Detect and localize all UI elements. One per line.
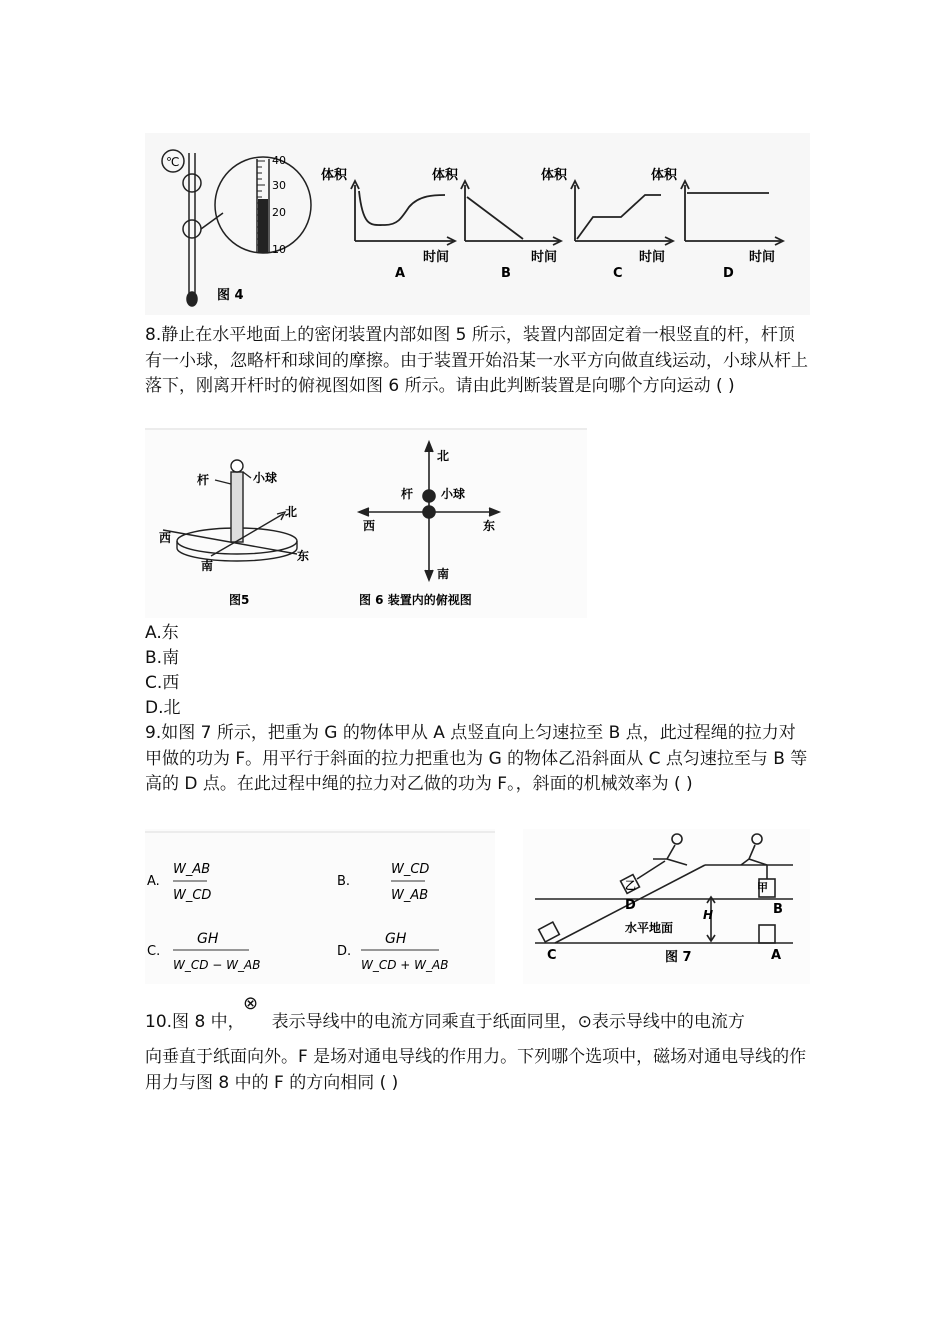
celsius-label: ℃ bbox=[166, 155, 180, 169]
q9-choice-c-den: W_CD − W_AB bbox=[173, 958, 261, 972]
fig5-rod-label: 杆 bbox=[197, 473, 210, 487]
figure-5-caption: 图5 bbox=[229, 593, 250, 607]
scale-tick-40: 40 bbox=[272, 154, 286, 167]
q9-choice-c-label[interactable]: C. bbox=[147, 944, 161, 959]
graph-c-ylabel: 体积 bbox=[541, 168, 568, 183]
figure-4-label: 图 4 bbox=[217, 288, 244, 303]
fig7-point-c: C bbox=[547, 948, 557, 963]
fig5-south-label: 南 bbox=[201, 559, 214, 573]
question-10-line-1: 10.图 8 中， 表示导线中的电流方同乘直于纸面同里，⊙表示导线中的电流方 bbox=[145, 1012, 745, 1032]
q9-choice-a-den: W_CD bbox=[173, 888, 212, 903]
q9-choice-a-label[interactable]: A. bbox=[147, 874, 160, 889]
fig5-north-label: 北 bbox=[285, 505, 298, 519]
graph-d-xlabel: 时间 bbox=[749, 250, 776, 265]
q9-choice-d-den: W_CD + W_AB bbox=[361, 958, 449, 972]
q8-option-b[interactable]: B.南 bbox=[145, 648, 180, 668]
q9-choice-c-num: GH bbox=[197, 931, 219, 947]
q9-choice-d-num: GH bbox=[385, 931, 407, 947]
graph-b-ylabel: 体积 bbox=[432, 168, 459, 183]
fig6-north-label: 北 bbox=[437, 449, 450, 463]
q9-choices-figure-7 bbox=[145, 829, 810, 984]
fig6-south-label: 南 bbox=[437, 567, 450, 581]
fig7-point-b: B bbox=[773, 902, 783, 917]
fig6-ball-label: 小球 bbox=[441, 487, 466, 501]
q9-choice-b-label[interactable]: B. bbox=[337, 874, 351, 889]
graph-b-xlabel: 时间 bbox=[531, 250, 558, 265]
scale-tick-10: 10 bbox=[272, 243, 286, 256]
fig7-yi-label: 乙 bbox=[625, 879, 636, 892]
q10-symbol-in-icon: ⊗ bbox=[243, 993, 259, 1014]
question-8-text: 8.静止在水平地面上的密闭装置内部如图 5 所示，装置内部固定着一根竖直的杆，杆顶有一小球，忽略杆和球间的摩擦。由于装置开始沿某一水平方向做直线运动，小球从杆上落下，刚离开杆时的俯视图如图 6 所示。请由此判断装置是向哪个方向运动 ( ) bbox=[145, 325, 808, 396]
figure-4 bbox=[145, 133, 810, 315]
question-10-line-2: 向垂直于纸面向外。F 是场对通电导线的作用力。下列哪个选项中，磁场对通电导线的作用力与图 8 中的 F 的方向相同 ( ) bbox=[145, 1047, 807, 1093]
scale-tick-20: 20 bbox=[272, 206, 286, 219]
graph-c-letter: C bbox=[613, 266, 623, 281]
graph-b-letter: B bbox=[501, 266, 511, 281]
question-9-text: 9.如图 7 所示，把重为 G 的物体甲从 A 点竖直向上匀速拉至 B 点，此过程绳的拉力对甲做的功为 F。用平行于斜面的拉力把重也为 G 的物体乙沿斜面从 C 点匀速拉至与 B 等高的 D 点。在此过程中绳的拉力对乙做的功为 F。，斜面的机械效率为 ( ) bbox=[145, 723, 808, 794]
graph-a-ylabel: 体积 bbox=[321, 168, 348, 183]
scale-tick-30: 30 bbox=[272, 179, 286, 192]
fig6-rod-label: 杆 bbox=[401, 487, 414, 501]
fig6-east-label: 东 bbox=[483, 519, 496, 533]
fig7-height-label: H bbox=[703, 908, 714, 922]
fig7-ground-label: 水平地面 bbox=[625, 921, 674, 935]
q8-option-c[interactable]: C.西 bbox=[145, 673, 180, 693]
graph-a-letter: A bbox=[395, 266, 406, 281]
figure-7-caption: 图 7 bbox=[665, 950, 692, 965]
q9-choice-a-num: W_AB bbox=[173, 862, 211, 877]
fig7-point-d: D bbox=[625, 898, 636, 913]
q8-option-a[interactable]: A.东 bbox=[145, 623, 179, 643]
fig7-point-a: A bbox=[771, 948, 782, 963]
fig5-ball-label: 小球 bbox=[253, 471, 278, 485]
fig5-west-label: 西 bbox=[159, 531, 172, 545]
fig7-jia-label: 甲 bbox=[757, 881, 768, 894]
graph-d-ylabel: 体积 bbox=[651, 168, 678, 183]
q8-option-d[interactable]: D.北 bbox=[145, 698, 181, 718]
fig5-east-label: 东 bbox=[297, 549, 310, 563]
figures-5-6 bbox=[145, 428, 587, 618]
graph-c-xlabel: 时间 bbox=[639, 250, 666, 265]
q9-choice-b-num: W_CD bbox=[391, 862, 430, 877]
graph-a-xlabel: 时间 bbox=[423, 250, 450, 265]
fig6-west-label: 西 bbox=[363, 519, 376, 533]
q9-choice-b-den: W_AB bbox=[391, 888, 429, 903]
graph-d-letter: D bbox=[723, 266, 734, 281]
figure-6-caption: 图 6 装置内的俯视图 bbox=[359, 593, 472, 607]
q9-choice-d-label[interactable]: D. bbox=[337, 944, 352, 959]
